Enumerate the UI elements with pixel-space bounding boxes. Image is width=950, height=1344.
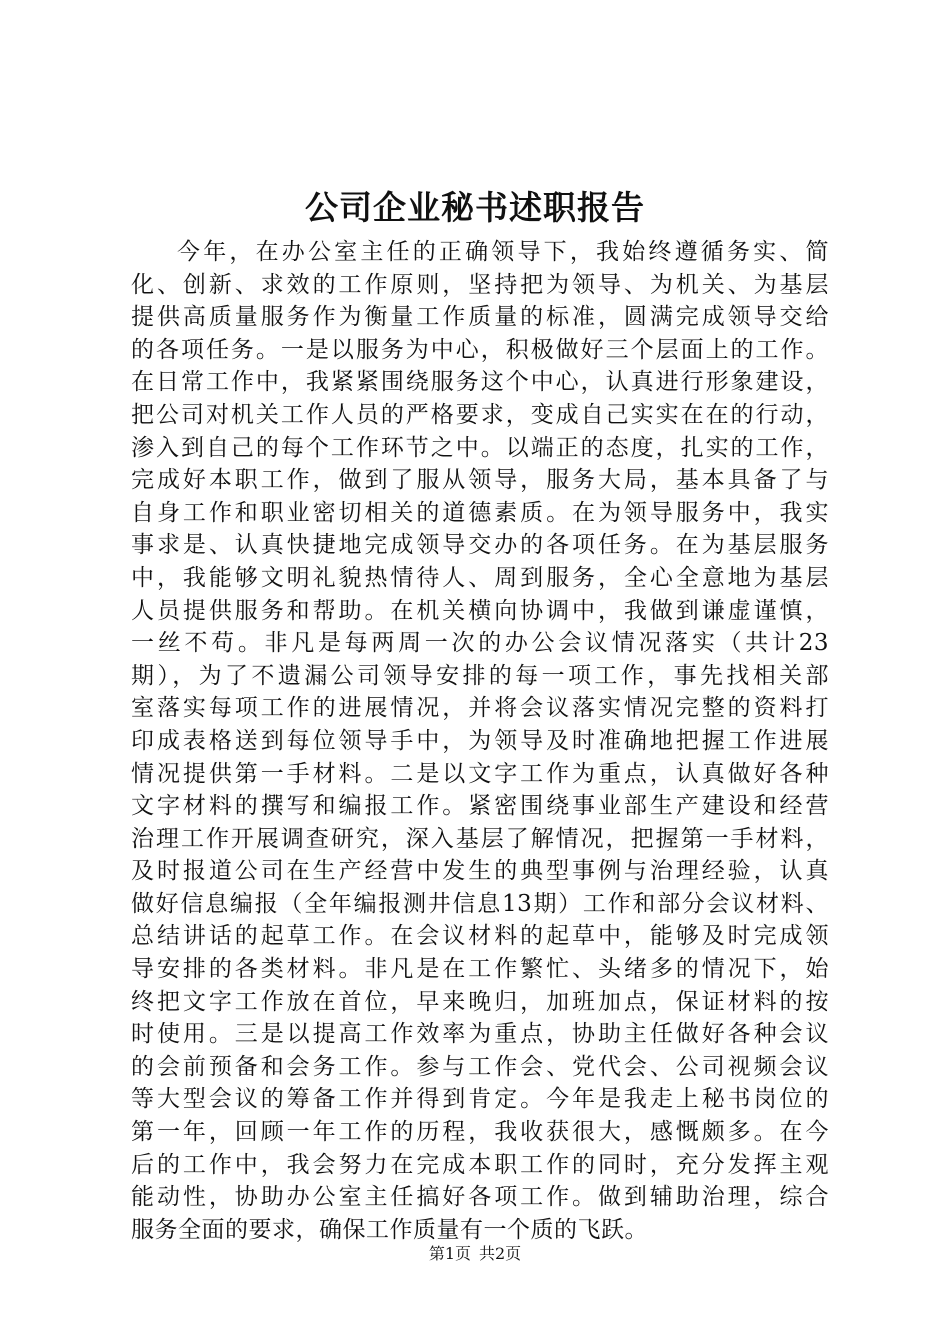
body-line: 导安排的各类材料。非凡是在工作繁忙、头绪多的情况下，始 bbox=[131, 956, 829, 983]
body-line: 今年，在办公室主任的正确领导下，我始终遵循务实、简 bbox=[177, 239, 829, 265]
body-line: 印成表格送到每位领导手中，为领导及时准确地把握工作进展 bbox=[131, 727, 829, 754]
body-line: 一丝不苟。非凡是每两周一次的办公会议情况落实（共计23 bbox=[131, 630, 829, 657]
body-line: 中，我能够文明礼貌热情待人、周到服务，全心全意地为基层 bbox=[131, 564, 829, 591]
body-line: 时使用。三是以提高工作效率为重点，协助主任做好各种会议 bbox=[131, 1021, 829, 1048]
body-line: 把公司对机关工作人员的严格要求，变成自己实实在在的行动， bbox=[131, 401, 829, 428]
body-line: 在日常工作中，我紧紧围绕服务这个中心，认真进行形象建设， bbox=[131, 369, 829, 396]
body-line: 终把文字工作放在首位，早来晚归，加班加点，保证材料的按 bbox=[131, 988, 829, 1015]
body-line: 能动性，协助办公室主任搞好各项工作。做到辅助治理，综合 bbox=[131, 1184, 829, 1211]
body-line: 人员提供服务和帮助。在机关横向协调中，我做到谦虚谨慎， bbox=[131, 597, 829, 624]
body-line: 化、创新、求效的工作原则，坚持把为领导、为机关、为基层 bbox=[131, 271, 829, 298]
document-title: 公司企业秘书述职报告 bbox=[305, 188, 645, 227]
body-line: 提供高质量服务作为衡量工作质量的标准，圆满完成领导交给 bbox=[131, 304, 829, 331]
document-body bbox=[131, 236, 829, 1246]
body-line: 渗入到自己的每个工作环节之中。以端正的态度，扎实的工作， bbox=[131, 434, 829, 461]
body-line: 事求是、认真快捷地完成领导交办的各项任务。在为基层服务 bbox=[131, 532, 829, 559]
body-line: 期），为了不遗漏公司领导安排的每一项工作，事先找相关部 bbox=[131, 662, 829, 689]
body-line: 服务全面的要求，确保工作质量有一个质的飞跃。 bbox=[131, 1216, 648, 1243]
body-line: 第一年，回顾一年工作的历程，我收获很大，感慨颇多。在今 bbox=[131, 1119, 829, 1146]
body-line: 后的工作中，我会努力在完成本职工作的同时，充分发挥主观 bbox=[131, 1151, 829, 1178]
page-number: 第1页 bbox=[428, 1244, 471, 1263]
body-line: 做好信息编报（全年编报测井信息13期）工作和部分会议材料、 bbox=[131, 890, 829, 917]
body-line: 及时报道公司在生产经营中发生的典型事例与治理经验，认真 bbox=[131, 858, 829, 885]
page-footer bbox=[0, 1242, 950, 1266]
body-line: 文字材料的撰写和编报工作。紧密围绕事业部生产建设和经营 bbox=[131, 793, 829, 820]
body-line: 总结讲话的起草工作。在会议材料的起草中，能够及时完成领 bbox=[131, 923, 829, 950]
body-line: 完成好本职工作，做到了服从领导，服务大局，基本具备了与 bbox=[131, 467, 829, 494]
body-line: 室落实每项工作的进展情况，并将会议落实情况完整的资料打 bbox=[131, 695, 829, 722]
body-line: 等大型会议的筹备工作并得到肯定。今年是我走上秘书岗位的 bbox=[131, 1086, 829, 1113]
body-line: 情况提供第一手材料。二是以文字工作为重点，认真做好各种 bbox=[131, 760, 829, 787]
page-total: 共2页 bbox=[479, 1244, 522, 1263]
body-line: 自身工作和职业密切相关的道德素质。在为领导服务中，我实 bbox=[131, 499, 829, 526]
body-line: 的会前预备和会务工作。参与工作会、党代会、公司视频会议 bbox=[131, 1053, 829, 1080]
body-line: 的各项任务。一是以服务为中心，积极做好三个层面上的工作。 bbox=[131, 336, 829, 363]
body-line: 治理工作开展调查研究，深入基层了解情况，把握第一手材料， bbox=[131, 825, 829, 852]
